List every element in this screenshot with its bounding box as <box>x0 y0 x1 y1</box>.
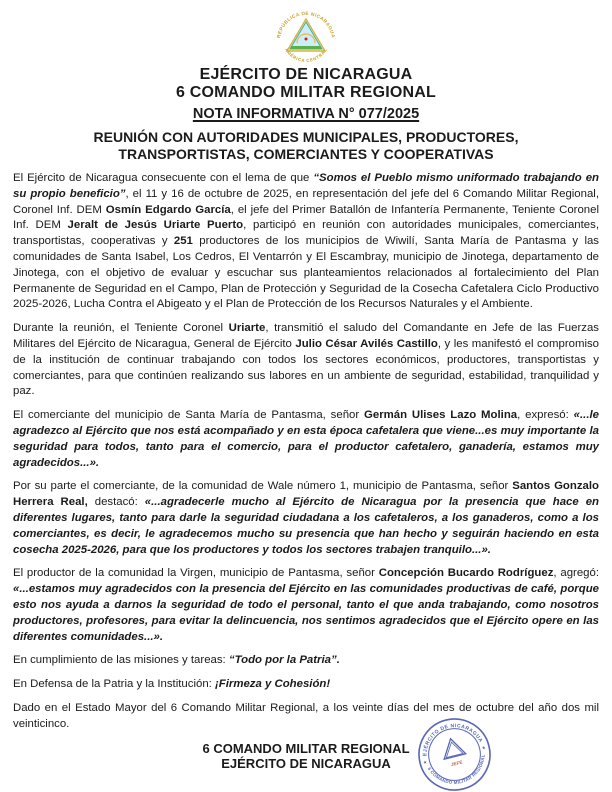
text-run: destacó: <box>87 496 145 509</box>
text-run: «...le agradezco al Ejército que nos está acompañado y en esta época cafetalera que viene...es muy importante la seguridad para todos, tanto para el comercio, para el productor cafetalero, ganadería, estamos muy agradecidos...». <box>13 409 599 469</box>
text-run: «...agradecerle mucho al Ejército de Nicaragua por la presencia que hace en diferentes lugares, tanto para darle la seguridad ciudadana a los cafetaleros, a los ganaderos, como a los comerciantes, es decir, le agradecemos mucho su presencia que han hecho y seguirán haciendo en esta cosecha 2025-2026, para que los productores y todos los sectores trabajen tranquilo...». <box>13 496 599 556</box>
text-run: , participó en reunión con autoridades municipales, comerciantes, transportistas, cooperativas y <box>13 219 599 248</box>
text-run: productores de los municipios de Wiwilí, Santa María de Pantasma y las comunidades de Santa Isabel, Los Cedros, El Ventarrón y El Escambray, municipio de Jinotega, departamento de Jinotega, con el objetivo de evaluar y escuchar sus planteamientos relacionados al fortalecimiento del Plan Permanente de Seguridad en el Campo, Plan de Protección y Seguridad de la Cosecha Cafetalera Ciclo Productivo 2025-2026, Lucha Contra el Abigeato y el Plan de Protección de los Recursos Naturales y el Ambiente. <box>13 235 600 311</box>
text-run: El productor de la comunidad la Virgen, municipio de Pantasma, señor <box>13 567 379 580</box>
text-run: “Todo por la Patria”. <box>228 654 340 667</box>
org-name-line1: EJÉRCITO DE NICARAGUA <box>199 66 413 83</box>
paragraph-intro <box>13 171 599 313</box>
document-body <box>13 171 599 733</box>
text-run: 251 <box>173 235 193 248</box>
stamp-star-right: ★ <box>481 744 487 751</box>
paragraph-greeting <box>13 321 599 400</box>
text-run: , y les manifestó el compromiso de la institución de continuar trabajando con todos los sectores económicos, productores, transportistas y comerciantes, para que continúen realizando sus labores en un ambiente de seguridad, estabilidad, tranquilidad y paz. <box>13 337 600 398</box>
text-run: Osmín Edgardo García <box>105 203 231 216</box>
text-run: Concepción Bucardo Rodríguez <box>378 567 554 580</box>
paragraph-quote-bucardo <box>13 566 599 645</box>
paragraph-defense <box>13 677 599 693</box>
text-run: Uriarte <box>228 322 266 335</box>
emblem-cap <box>305 38 308 41</box>
document-subject: REUNIÓN CON AUTORIDADES MUNICIPALES, PRODUCTORES, TRANSPORTISTAS, COMERCIANTES Y COOPERATIVAS <box>93 129 519 162</box>
text-run: «...estamos muy agradecidos con la presencia del Ejército en las comunidades productivas de café, porque esto nos ayuda a darnos la seguridad de todo el personal, tanto el que anda trabajando, como nosotros productores, profesores, para evitar la delincuencia, nos sentimos agradecidos que el Ejército opere en las diferentes comunidades...». <box>13 583 599 643</box>
text-run: , el 11 y 16 de octubre de 2025, en representación del jefe del 6 Comando Militar Regional, Coronel Inf. DEM <box>13 187 600 216</box>
stamp-star-left: ★ <box>422 759 428 766</box>
paragraph-dateline <box>13 701 599 733</box>
note-number-text: NOTA INFORMATIVA N° 077/2025 <box>192 106 420 122</box>
text-run: El Ejército de Nicaragua consecuente con el lema de que <box>13 172 314 184</box>
text-run: Dado en el Estado Mayor del 6 Comando Militar Regional, a los veinte días del mes de octubre del año dos mil veinticinco. <box>13 701 599 730</box>
stamp-arc-top-text: EJÉRCITO DE NICARAGUA <box>422 723 484 757</box>
signature-line2: EJÉRCITO DE NICARAGUA <box>221 756 391 771</box>
emblem-mountains <box>290 46 322 49</box>
text-run: El comerciante del municipio de Santa María de Pantasma, señor <box>13 409 364 422</box>
text-run: Por su parte el comerciante, de la comunidad de Wale número 1, municipio de Pantasma, señor <box>13 480 513 493</box>
note-number-title <box>13 106 599 123</box>
text-run: , agregó: <box>553 567 599 580</box>
official-stamp-icon <box>417 717 492 792</box>
text-run: , expresó: <box>517 409 574 422</box>
emblem-triangle-inner <box>290 22 322 49</box>
paragraph-quote-herrera <box>13 479 599 558</box>
text-run: Jeralt de Jesús Uriarte Puerto <box>67 219 244 232</box>
signature-line1: 6 COMANDO MILITAR REGIONAL <box>202 740 410 756</box>
header-emblem-wrap <box>13 8 599 62</box>
stamp-center-text: JEFE <box>450 759 463 768</box>
text-run: En cumplimiento de las misiones y tareas: <box>13 654 229 667</box>
nicaragua-coat-of-arms-icon <box>262 8 350 64</box>
text-run: Germán Ulises Lazo Molina <box>364 409 518 422</box>
paragraph-motto <box>13 653 599 669</box>
text-run: Julio César Avilés Castillo <box>295 337 438 350</box>
stamp-arc-bottom-text: 6 COMANDO MILITAR REGIONAL <box>426 754 486 785</box>
text-run: “Somos el Pueblo mismo uniformado trabajando en su propio beneficio” <box>13 172 599 200</box>
text-run: En Defensa de la Patria y la Institución: <box>13 678 215 691</box>
text-run: Durante la reunión, el Teniente Coronel <box>13 322 229 335</box>
text-run: ¡Firmeza y Cohesión! <box>214 678 331 691</box>
emblem-arc-bottom-text: AMÉRICA CENTRAL <box>283 47 329 64</box>
org-name-line2: 6 COMANDO MILITAR REGIONAL <box>175 84 436 101</box>
signature-block <box>13 741 599 772</box>
text-run: , transmitió el saludo del Comandante en Jefe de las Fuerzas Militares del Ejército de Nicaragua, General de Ejército <box>13 322 599 350</box>
paragraph-quote-lazo <box>13 408 599 471</box>
text-run: Santos Gonzalo Herrera Real, <box>13 480 600 509</box>
text-run: , el jefe del Primer Batallón de Infantería Permanente, Teniente Coronel Inf. DEM <box>13 203 599 232</box>
emblem-arc-top-text: REPÚBLICA DE NICARAGUA <box>277 11 335 39</box>
